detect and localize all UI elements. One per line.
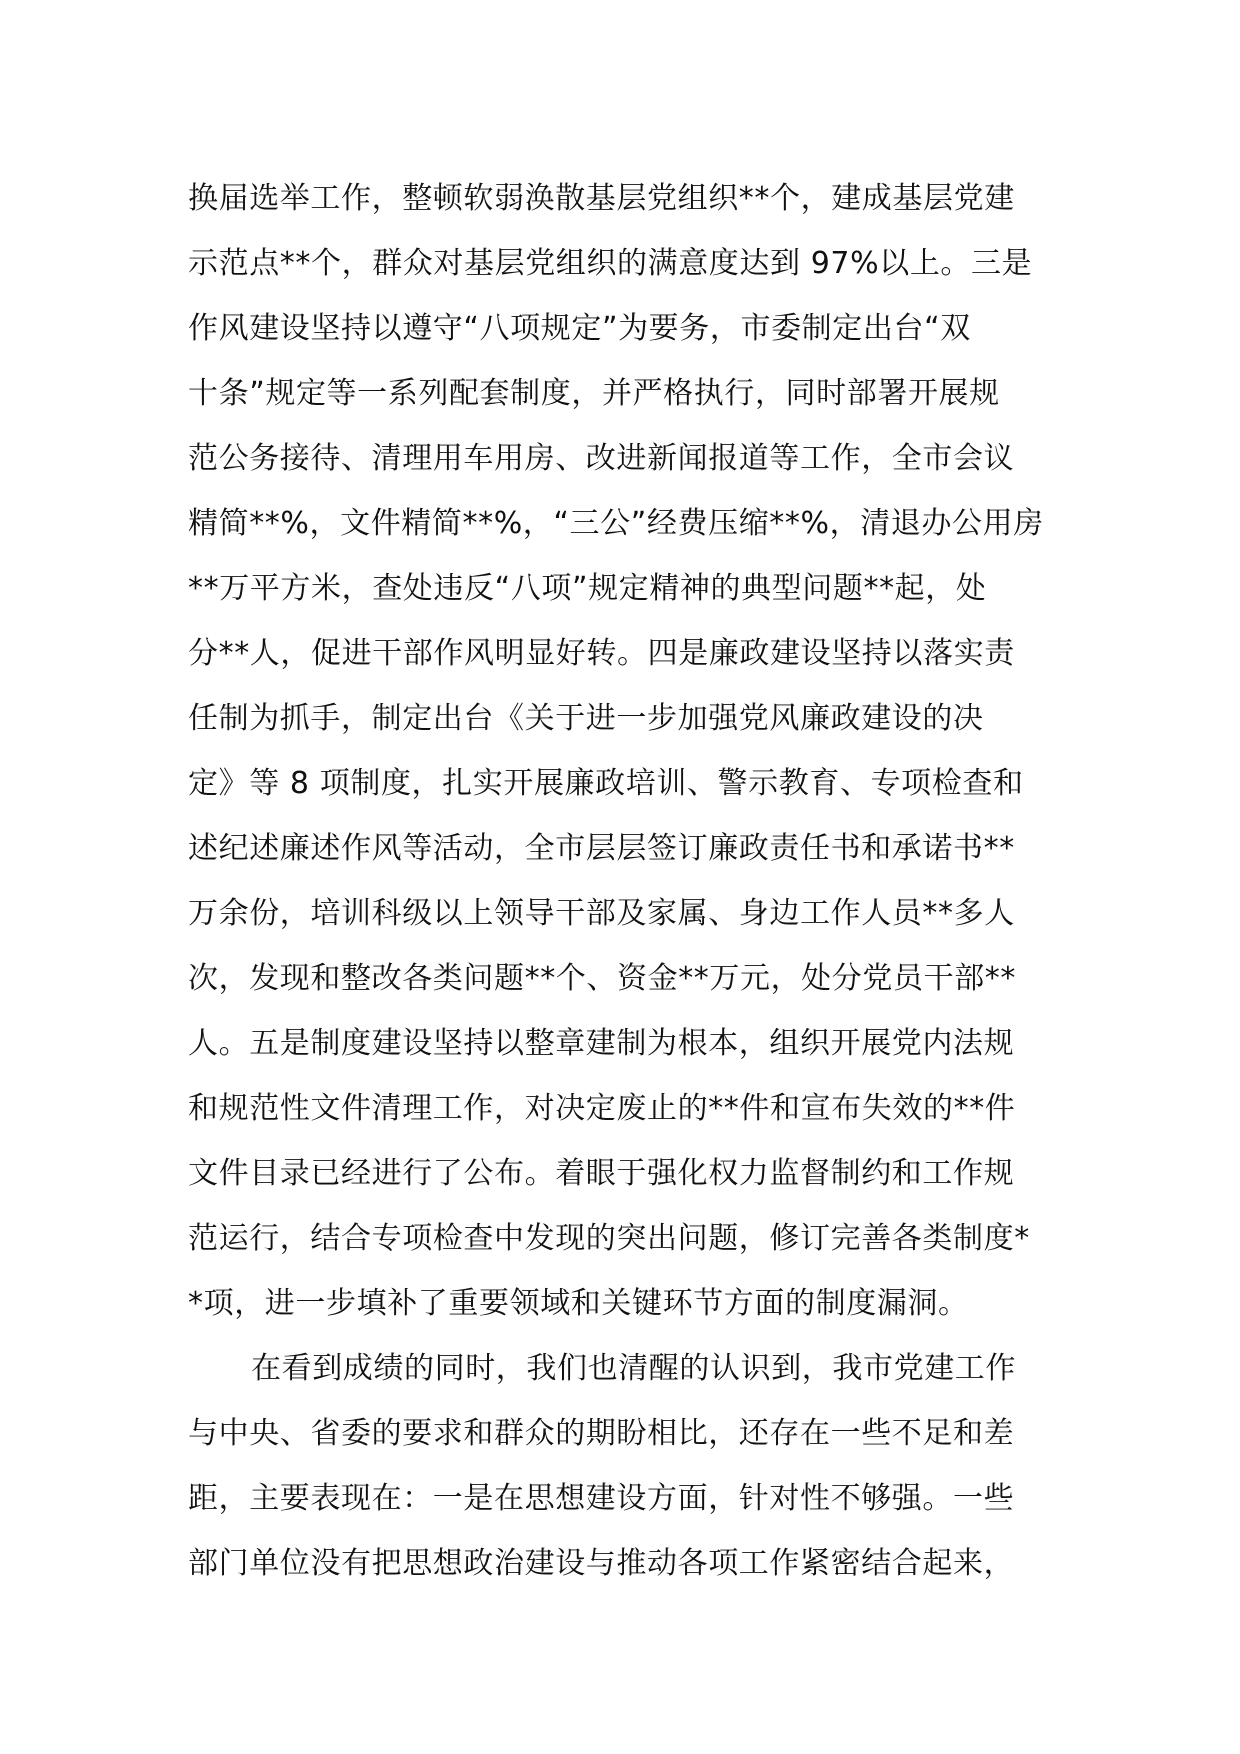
paragraph-first-line: 在看到成绩的同时，我们也清醒的认识到，我市党建工作 [251,1351,1016,1386]
text-line: *项，进一步填补了重要领域和关键环节方面的制度漏洞。 [188,1286,969,1321]
body-text [188,166,1058,1596]
text-line: 万余份，培训科级以上领导干部及家属、身边工作人员**多人 [188,896,1015,931]
text-line: 范公务接待、清理用车用房、改进新闻报道等工作，全市会议 [188,441,1015,476]
text-line: 定》等 8 项制度，扎实开展廉政培训、警示教育、专项检查和 [188,766,1024,801]
text-line: 和规范性文件清理工作，对决定废止的**件和宣布失效的**件 [188,1091,1016,1126]
text-line: 距，主要表现在：一是在思想建设方面，针对性不够强。一些 [188,1481,1015,1516]
text-line: 文件目录已经进行了公布。着眼于强化权力监督制约和工作规 [188,1156,1015,1191]
text-line: 示范点**个，群众对基层党组织的满意度达到 97%以上。三是 [188,246,1033,281]
text-line: 精简**%，文件精简**%，“三公”经费压缩**%，清退办公用房 [188,506,1044,541]
text-line: 任制为抓手，制定出台《关于进一步加强党风廉政建设的决 [188,701,984,736]
text-line: 分**人，促进干部作风明显好转。四是廉政建设坚持以落实责 [188,636,1015,671]
text-line: 范运行，结合专项检查中发现的突出问题，修订完善各类制度* [188,1221,1030,1256]
text-line: 部门单位没有把思想政治建设与推动各项工作紧密结合起来， [188,1546,1015,1581]
text-line: **万平方米，查处违反“八项”规定精神的典型问题**起，处 [188,571,987,606]
text-line: 述纪述廉述作风等活动，全市层层签订廉政责任书和承诺书** [188,831,1015,866]
text-line: 换届选举工作，整顿软弱涣散基层党组织**个，建成基层党建 [188,181,1015,216]
text-line: 与中央、省委的要求和群众的期盼相比，还存在一些不足和差 [188,1416,1015,1451]
text-line: 人。五是制度建设坚持以整章建制为根本，组织开展党内法规 [188,1026,1015,1061]
text-line: 次，发现和整改各类问题**个、资金**万元，处分党员干部** [188,961,1016,996]
text-line: 作风建设坚持以遵守“八项规定”为要务，市委制定出台“双 [188,311,971,346]
text-line: 十条”规定等一系列配套制度，并严格执行，同时部署开展规 [188,376,1000,411]
